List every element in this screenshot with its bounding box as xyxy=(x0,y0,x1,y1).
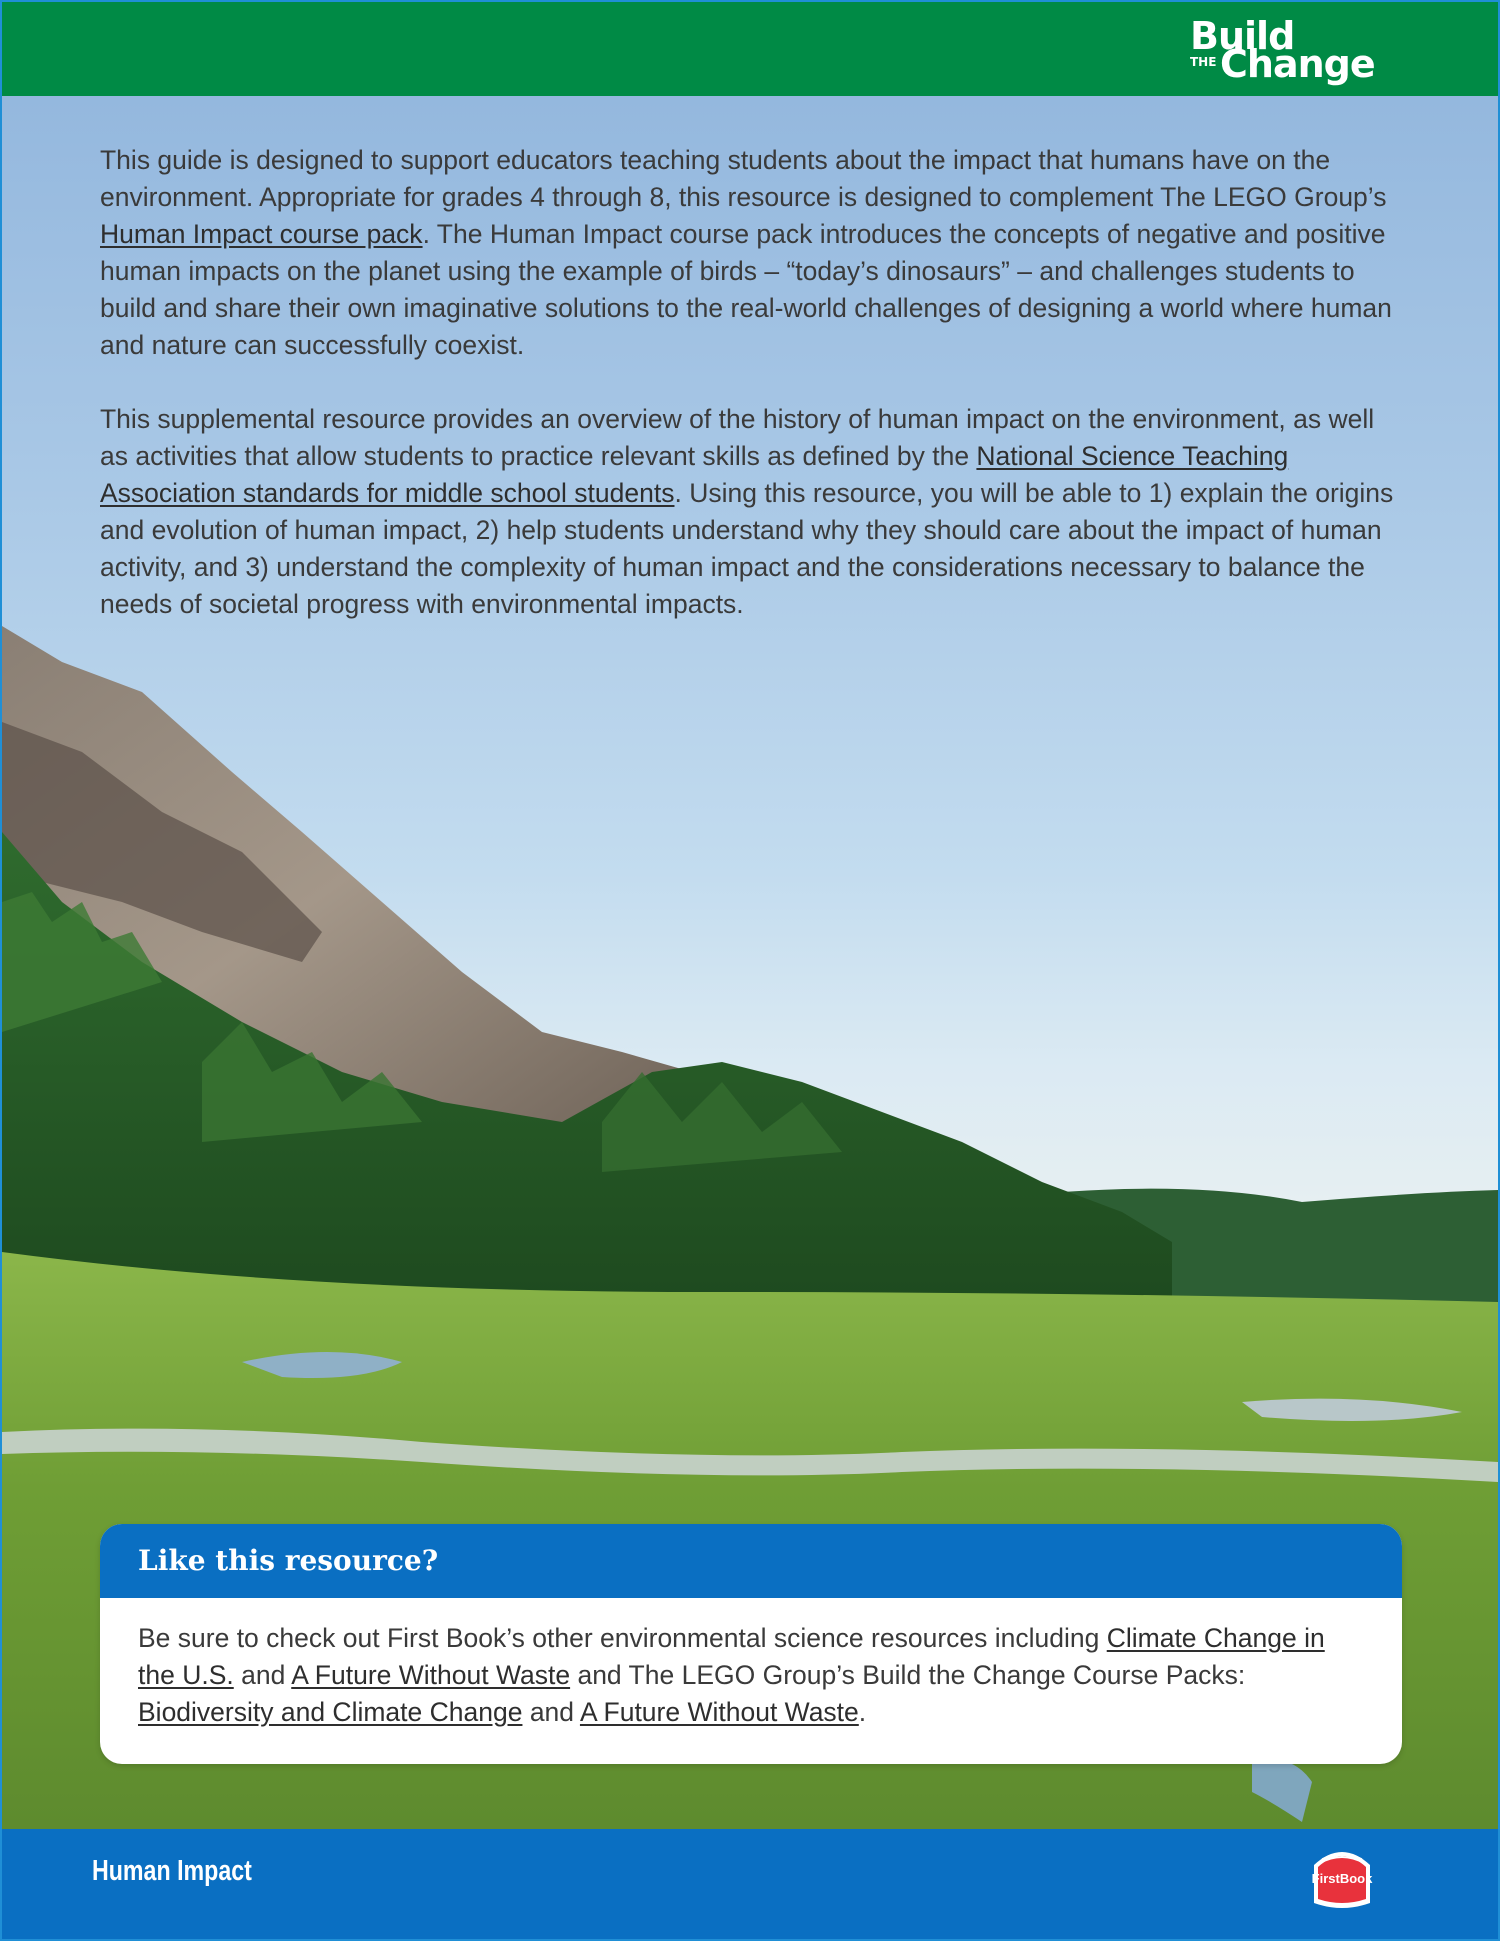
header-bar xyxy=(2,2,1498,96)
callout-text-2: and xyxy=(233,1660,292,1690)
first-book-word-first: First xyxy=(1311,1871,1340,1886)
future-without-waste-course-pack-link[interactable]: A Future Without Waste xyxy=(579,1697,859,1727)
intro-p2-text-start: This supplemental resource provides an overview of the history of human impact on the environment, as well as activities that allow students to practice relevant skills as defined by the xyxy=(100,404,1375,471)
intro-paragraph-2 xyxy=(100,401,1400,623)
build-the-change-logo xyxy=(1190,16,1380,86)
human-impact-course-pack-link[interactable]: Human Impact course pack xyxy=(100,219,423,249)
nsta-standards-link[interactable]: National Science Teaching Association standards for middle school students xyxy=(100,441,1289,508)
climate-change-us-link[interactable]: Climate Change in the U.S. xyxy=(138,1623,1325,1690)
footer-title: Human Impact xyxy=(92,1855,252,1887)
like-this-resource-card xyxy=(100,1524,1402,1764)
intro-p1-text-end: . The Human Impact course pack introduces the concepts of negative and positive human impacts on the planet using the example of birds – “today’s dinosaurs” – and challenges students to build and share their own imaginative solutions to the real-world challenges of designing a world where human and nature can successfully coexist. xyxy=(100,219,1392,360)
future-without-waste-link[interactable]: A Future Without Waste xyxy=(291,1660,571,1690)
first-book-wordmark xyxy=(1310,1871,1374,1886)
logo-word-change: Change xyxy=(1220,42,1375,86)
logo-word-build: Build xyxy=(1190,14,1295,58)
logo-word-the: THE xyxy=(1190,55,1217,69)
intro-p1-text-start: This guide is designed to support educators teaching students about the impact that humans have on the environment. Appropriate for grades 4 through 8, this resource is designed to complement The LEGO Group’s xyxy=(100,145,1387,212)
callout-text-1: Be sure to check out First Book’s other environmental science resources including xyxy=(138,1623,1107,1653)
footer-bar xyxy=(2,1829,1498,1939)
intro-text xyxy=(100,142,1400,660)
intro-p2-text-end: . Using this resource, you will be able to 1) explain the origins and evolution of human impact, 2) help students understand why they should care about the impact of human activity, and 3) understand the complexity of human impact and the considerations necessary to balance the needs of societal progress with environmental impacts. xyxy=(100,478,1394,619)
callout-text-4: and xyxy=(522,1697,580,1727)
biodiversity-climate-change-link[interactable]: Biodiversity and Climate Change xyxy=(138,1697,523,1727)
callout-body xyxy=(100,1598,1402,1731)
callout-text-3: and The LEGO Group’s Build the Change Course Packs: xyxy=(570,1660,1246,1690)
callout-title: Like this resource? xyxy=(100,1524,1402,1598)
callout-text-5: . xyxy=(858,1697,867,1727)
intro-paragraph-1 xyxy=(100,142,1400,364)
first-book-logo xyxy=(1306,1843,1378,1913)
page xyxy=(2,2,1498,1939)
first-book-word-book: Book xyxy=(1339,1871,1373,1886)
